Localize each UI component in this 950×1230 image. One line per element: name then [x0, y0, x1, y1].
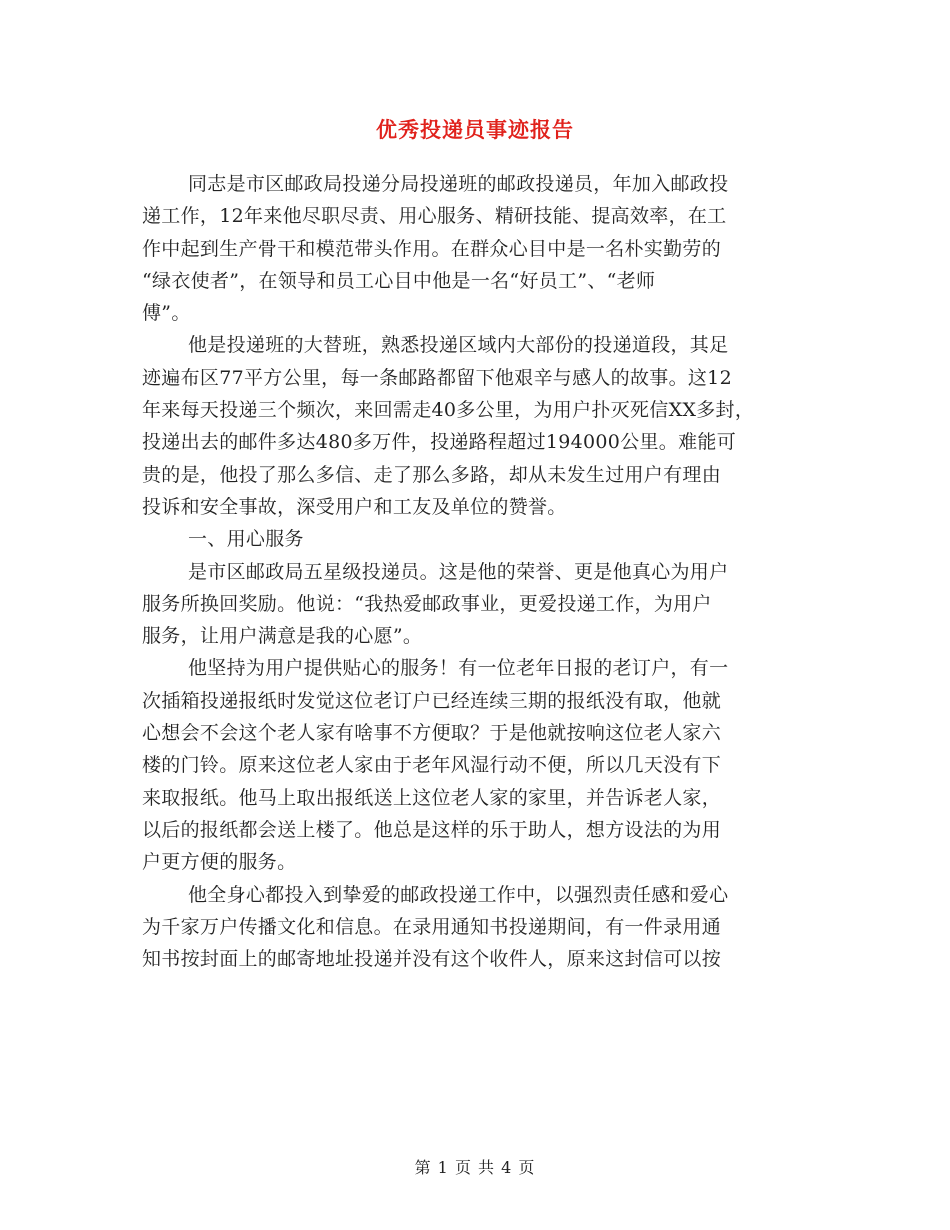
text-line: 以后的报纸都会送上楼了。他总是这样的乐于助人，想方设法的为用: [142, 818, 722, 841]
text-line: 一、用心服务: [188, 528, 304, 551]
text-line: 知书按封面上的邮寄地址投递并没有这个收件人，原来这封信可以按: [142, 948, 722, 971]
text-line: 次插箱投递报纸时发觉这位老订户已经连续三期的报纸没有取，他就: [142, 689, 722, 712]
text-line: 服务，让用户满意是我的心愿”。: [142, 625, 423, 648]
text-line: 心想会不会这个老人家有啥事不方便取？于是他就按响这位老人家六: [142, 722, 722, 745]
text-line: 迹遍布区77平方公里，每一条邮路都留下他艰辛与感人的故事。这12: [142, 366, 732, 389]
document-title: 优秀投递员事迹报告: [376, 117, 574, 142]
text-line: 是市区邮政局五星级投递员。这是他的荣誉、更是他真心为用户: [188, 560, 729, 583]
text-line: 他是投递班的大替班，熟悉投递区域内大部份的投递道段，其足: [188, 334, 729, 357]
paragraph-5: [142, 879, 822, 976]
text-line: 年来每天投递三个频次，来回需走40多公里，为用户扑灭死信XX多封，: [142, 399, 755, 422]
text-line: “绿衣使者”，在领导和员工心目中他是一名“好员工”、“老师: [142, 269, 656, 292]
text-line: 户更方便的服务。: [142, 851, 297, 874]
text-line: 为千家万户传播文化和信息。在录用通知书投递期间，有一件录用通: [142, 915, 722, 938]
text-line: 傅”。: [142, 302, 191, 325]
text-line: 来取报纸。他马上取出报纸送上这位老人家的家里，并告诉老人家，: [142, 786, 722, 809]
text-line: 贵的是，他投了那么多信、走了那么多路，却从未发生过用户有理由: [142, 463, 722, 486]
text-line: 服务所换回奖励。他说：“我热爱邮政事业，更爱投递工作，为用户: [142, 592, 712, 615]
page-footer: 第 1 页 共 4 页: [414, 1158, 536, 1177]
paragraph-2: [142, 329, 822, 523]
text-line: 楼的门铃。原来这位老人家由于老年风湿行动不便，所以几天没有下: [142, 754, 722, 777]
text-line: 投递出去的邮件多达480多万件，投递路程超过194000公里。难能可: [142, 431, 736, 454]
text-line: 递工作，12年来他尽职尽责、用心服务、精研技能、提高效率，在工: [142, 205, 727, 228]
paragraph-1: [142, 168, 822, 329]
text-line: 他坚持为用户提供贴心的服务！有一位老年日报的老订户，有一: [188, 657, 729, 680]
section-heading-1: [142, 523, 822, 555]
paragraph-4: [142, 652, 822, 878]
text-line: 作中起到生产骨干和模范带头作用。在群众心目中是一名朴实勤劳的: [142, 237, 722, 260]
paragraph-3: [142, 556, 822, 653]
text-line: 投诉和安全事故，深受用户和工友及单位的赞誉。: [142, 495, 567, 518]
text-line: 同志是市区邮政局投递分局投递班的邮政投递员，年加入邮政投: [188, 173, 729, 195]
document-body: [142, 168, 822, 975]
text-line: 他全身心都投入到挚爱的邮政投递工作中，以强烈责任感和爱心: [188, 883, 729, 906]
